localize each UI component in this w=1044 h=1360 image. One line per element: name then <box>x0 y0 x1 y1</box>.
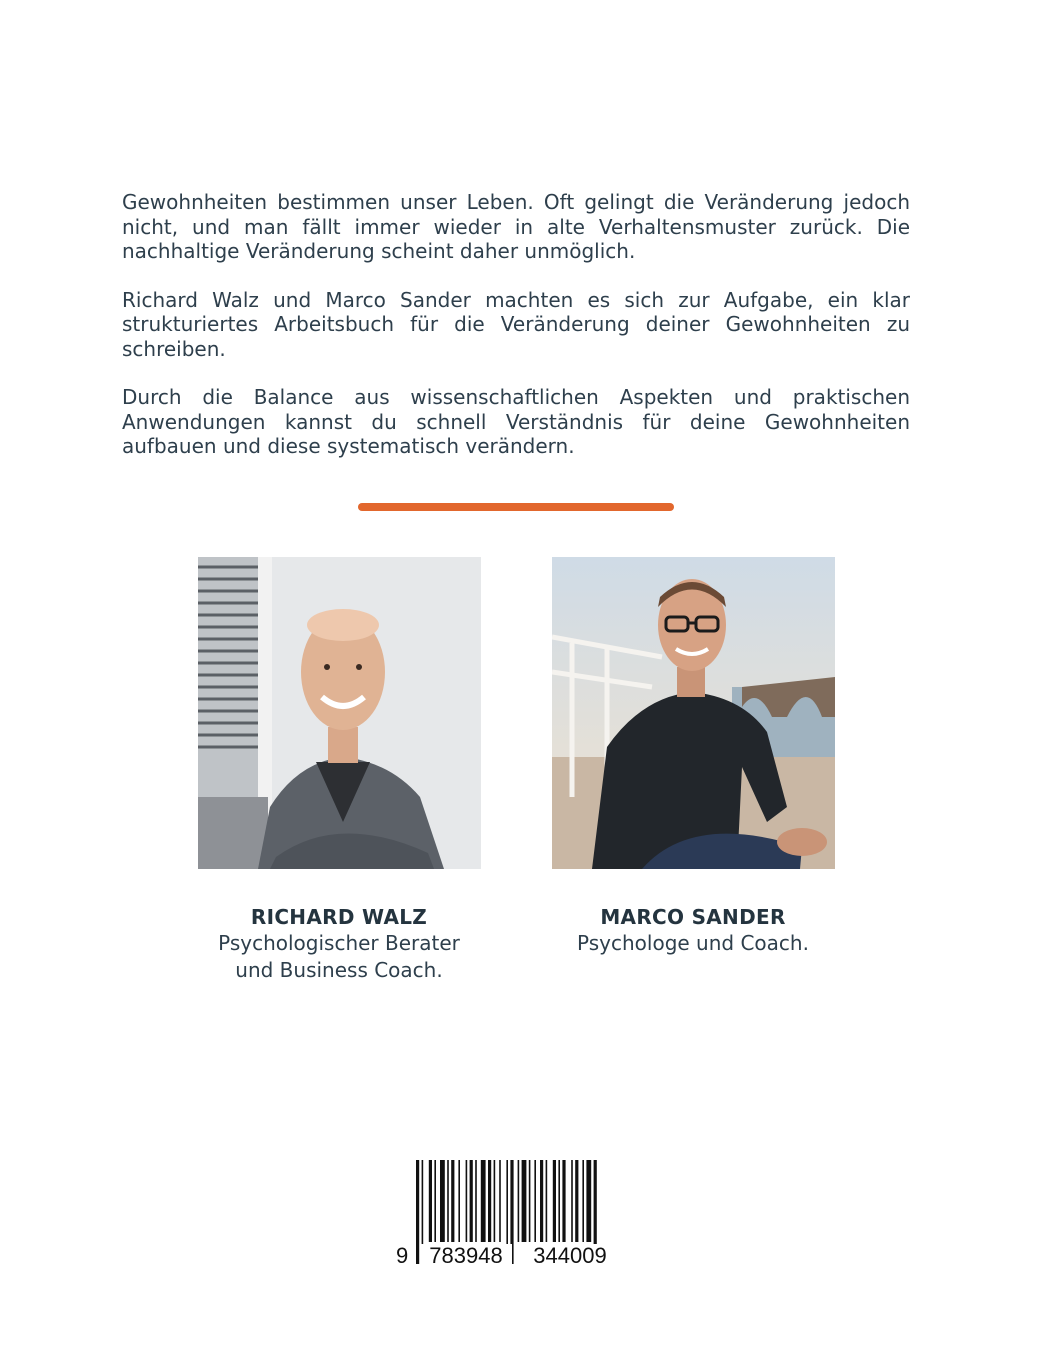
author-role-line: Psychologischer Berater <box>218 931 460 955</box>
barcode-bar <box>518 1160 520 1242</box>
barcode-bar <box>416 1160 419 1264</box>
blurb-paragraph-1: Gewohnheiten bestimmen unser Leben. Oft gelingt die Veränderung jedoch nicht, und man fällt immer wieder in alte Verhaltensmuster zurück. Die nachhaltige Veränderung scheint daher unmöglich. <box>122 190 910 263</box>
blurb-paragraph-3: Durch die Balance aus wissenschaftlichen Aspekten und praktischen Anwendungen kannst du schnell Verständnis für deine Gewohnheiten aufbauen und diese systematisch verändern. <box>122 385 910 458</box>
blurb-paragraph-2: Richard Walz und Marco Sander machten es sich zur Aufgabe, ein klar strukturiertes Arbeitsbuch für die Veränderung deiner Gewohnheiten zu schreiben. <box>122 287 910 361</box>
barcode-bar <box>558 1160 560 1242</box>
barcode-bar <box>470 1160 473 1242</box>
barcode-bar <box>429 1160 432 1242</box>
author-role-line: und Business Coach. <box>235 958 443 982</box>
barcode-bar <box>534 1160 536 1242</box>
isbn-first-digit: 9 <box>396 1243 409 1268</box>
barcode-bar <box>562 1160 565 1242</box>
author-name: RICHARD WALZ <box>250 905 428 929</box>
barcode-bar <box>540 1160 543 1242</box>
barcode-bar <box>571 1160 573 1242</box>
author-name: MARCO SANDER <box>600 905 786 929</box>
barcode-bar <box>440 1160 445 1242</box>
barcode-bar <box>494 1160 496 1242</box>
barcode-bar <box>522 1160 527 1242</box>
barcode-bar <box>481 1160 486 1242</box>
barcode-bar <box>447 1160 449 1242</box>
barcode-bar <box>458 1160 460 1242</box>
barcode-bar <box>499 1160 501 1242</box>
barcode-bar <box>488 1160 491 1242</box>
barcode-bar <box>575 1160 578 1242</box>
author-photo-richard-walz <box>198 557 481 869</box>
isbn-left-digits: 783948 <box>420 1244 512 1268</box>
author-caption-marco-sander <box>523 904 863 957</box>
barcode-bar <box>475 1160 477 1242</box>
isbn-right-digits: 344009 <box>524 1244 616 1268</box>
barcode-bar <box>434 1160 436 1242</box>
barcode-bar <box>586 1160 591 1242</box>
author-caption-richard-walz <box>169 904 509 984</box>
author-role-line: Psychologe und Coach. <box>577 931 809 955</box>
barcode-bar <box>451 1160 454 1242</box>
barcode-bar <box>553 1160 556 1242</box>
barcode-bar <box>546 1160 548 1242</box>
cover-blurb <box>122 190 910 483</box>
accent-divider <box>358 503 674 511</box>
barcode-bar <box>582 1160 584 1242</box>
barcode-bar <box>529 1160 531 1242</box>
barcode-bar <box>466 1160 468 1242</box>
author-photo-marco-sander <box>552 557 835 869</box>
